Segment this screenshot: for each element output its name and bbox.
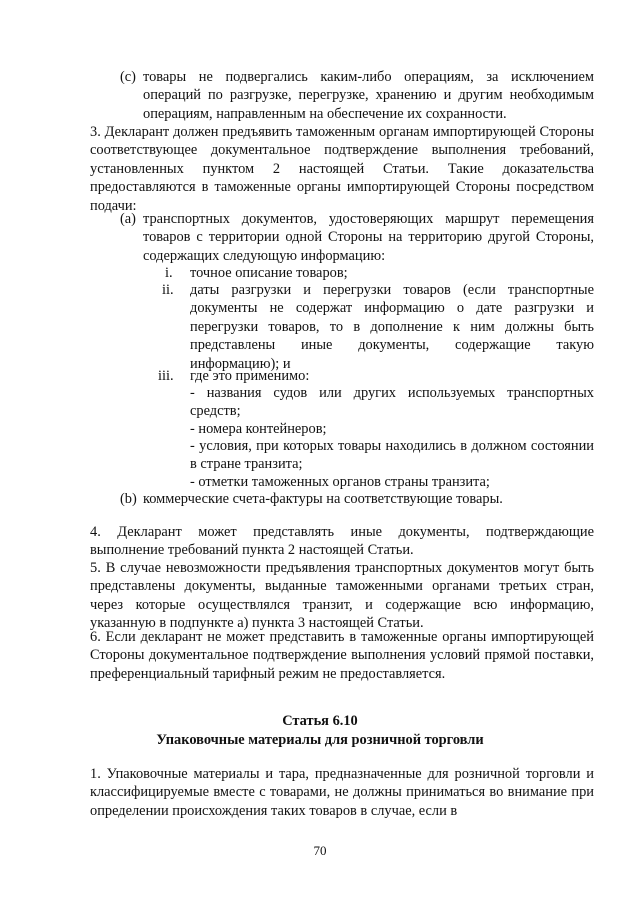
subitem-iii-text: где это применимо: [190,368,310,384]
paragraph-4: 4. Декларант может представлять иные документы, подтверждающие выполнение требований пункта 2 настоящей Статьи. [90,524,594,559]
dash-item: - номера контейнеров; [190,421,327,437]
page-number: 70 [313,843,327,858]
dash-item: - условия, при которых товары находились в должном состоянии в стране транзита; [190,438,594,473]
item-a-text: транспортных документов, удостоверяющих маршрут перемещения товаров с территории одной Стороны на территорию другой Стороны, содержащих следующую информацию: [143,211,594,264]
article-number: Статья 6.10 [282,713,358,729]
article-title: Упаковочные материалы для розничной торговли [156,732,484,748]
article-paragraph-1: 1. Упаковочные материалы и тара, предназначенные для розничной торговли и классифицируемые вместе с товарами, не должны приниматься во внимание при определении происхождения таких товаров в случае, если в [90,766,594,819]
item-b-label: (b) [120,491,137,507]
subitem-i-text: точное описание товаров; [190,265,348,281]
paragraph-6: 6. Если декларант не может представить в таможенные органы импортирующей Стороны документальное подтверждение выполнения условий прямой поставки, преференциальный тарифный режим не предоставляется. [90,629,594,682]
item-c-label: (c) [120,69,136,85]
dash-item: - отметки таможенных органов страны транзита; [190,474,490,490]
dash-item: - названия судов или других используемых транспортных средств; [190,385,594,420]
paragraph-5: 5. В случае невозможности предъявления транспортных документов могут быть представлены документы, выданные таможенными органами третьих стран, через которые осуществлялся транзит, и содержащие всю информацию, указанную в подпункте а) пункта 3 настоящей Статьи. [90,560,594,632]
subitem-i-label: i. [165,265,173,281]
item-b-text: коммерческие счета-фактуры на соответствующие товары. [143,491,503,507]
item-c-text: товары не подвергались каким-либо операциям, за исключением операций по разгрузке, перегрузке, хранению и другим необходимым операциям, направленным на обеспечение их сохранности. [143,69,594,122]
subitem-ii-label: ii. [162,282,174,298]
subitem-iii-label: iii. [158,368,174,384]
subitem-ii-text: даты разгрузки и перегрузки товаров (если транспортные документы не содержат информацию о дате разгрузки и перегрузки товаров, то в дополнение к ним должны быть представлены иные документы, содержащие такую информацию); и [190,282,594,372]
paragraph-3: 3. Декларант должен предъявить таможенным органам импортирующей Стороны соответствующее документальное подтверждение выполнения требований, установленных пунктом 2 настоящей Статьи. Такие доказательства предоставляются в таможенные органы импортирующей Стороны посредством подачи: [90,124,594,214]
item-a-label: (a) [120,211,136,227]
